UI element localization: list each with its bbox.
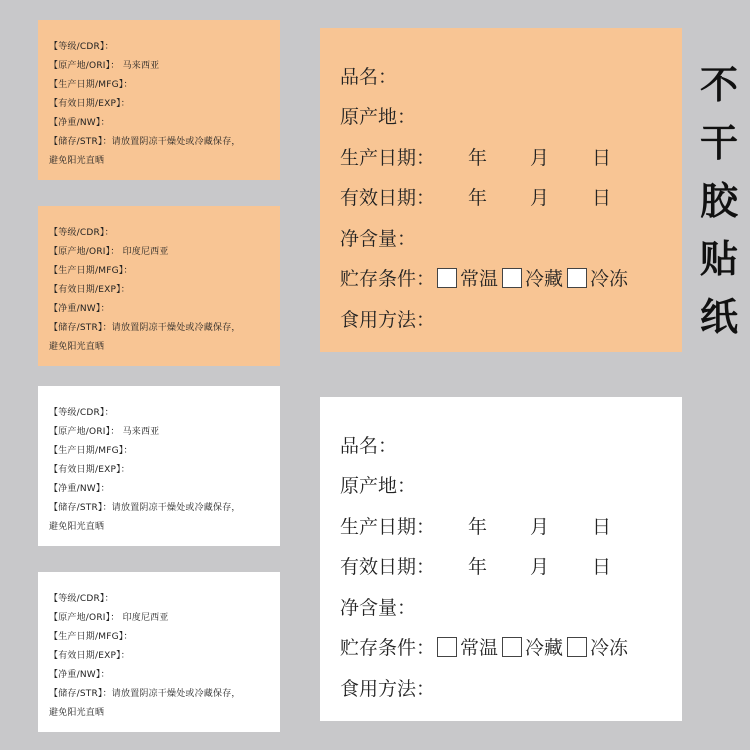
year-unit: 年 xyxy=(468,556,488,579)
freeze-checkbox[interactable] xyxy=(567,268,587,288)
label-line: 【有效日期/EXP】： xyxy=(49,99,131,109)
label-line: 【净重/NW】： xyxy=(49,484,110,494)
origin-label: 原产地： xyxy=(340,106,417,129)
label-line: 【原产地/ORI】： 马来西亚 xyxy=(49,61,160,71)
net-content-row xyxy=(340,217,682,258)
refrigerate-checkbox[interactable] xyxy=(502,268,522,288)
room-temp-option: 常温 xyxy=(460,637,499,660)
label-line: 避免阳光直晒 xyxy=(49,156,105,166)
year-unit: 年 xyxy=(468,515,488,538)
label-line: 【原产地/ORI】： 印度尼西亚 xyxy=(49,247,169,257)
origin-row xyxy=(340,96,682,137)
exp-date-label: 有效日期： xyxy=(340,187,436,210)
freeze-option: 冷冻 xyxy=(590,637,629,660)
net-content-label: 净含量： xyxy=(340,596,417,619)
day-unit: 日 xyxy=(592,146,612,169)
usage-row xyxy=(340,667,682,708)
small-label-orange-malaysia xyxy=(38,20,280,180)
year-unit: 年 xyxy=(468,146,488,169)
mfg-date-label: 生产日期： xyxy=(340,146,436,169)
mfg-date-label: 生产日期： xyxy=(340,515,436,538)
title-char: 胶 xyxy=(699,178,738,223)
room-temp-checkbox[interactable] xyxy=(437,268,457,288)
label-line: 【等级/CDR】： xyxy=(49,42,114,52)
day-unit: 日 xyxy=(592,556,612,579)
label-line: 【生产日期/MFG】： xyxy=(49,632,133,642)
label-line: 【储存/STR】：请放置阴凉干燥处或冷藏保存， xyxy=(49,503,241,513)
month-unit: 月 xyxy=(530,146,550,169)
label-line: 避免阳光直晒 xyxy=(49,522,105,532)
label-line: 【净重/NW】： xyxy=(49,118,110,128)
usage-label: 食用方法： xyxy=(340,677,436,700)
month-unit: 月 xyxy=(530,556,550,579)
month-unit: 月 xyxy=(530,187,550,210)
net-content-label: 净含量： xyxy=(340,227,417,250)
storage-label: 贮存条件： xyxy=(340,637,436,660)
storage-row xyxy=(340,258,682,299)
label-line: 【原产地/ORI】： 印度尼西亚 xyxy=(49,613,169,623)
refrigerate-option: 冷藏 xyxy=(525,637,564,660)
label-line: 【有效日期/EXP】： xyxy=(49,465,131,475)
label-line: 【净重/NW】： xyxy=(49,304,110,314)
refrigerate-option: 冷藏 xyxy=(525,268,564,291)
small-label-white-indonesia xyxy=(38,572,280,732)
exp-date-row xyxy=(340,546,682,587)
room-temp-checkbox[interactable] xyxy=(437,637,457,657)
label-line: 【生产日期/MFG】： xyxy=(49,80,133,90)
net-content-row xyxy=(340,586,682,627)
big-label-white xyxy=(320,397,682,721)
usage-label: 食用方法： xyxy=(340,308,436,331)
mfg-date-row xyxy=(340,505,682,546)
day-unit: 日 xyxy=(592,515,612,538)
freeze-checkbox[interactable] xyxy=(567,637,587,657)
small-label-orange-indonesia xyxy=(38,206,280,366)
product-name-row xyxy=(340,424,682,465)
month-unit: 月 xyxy=(530,515,550,538)
label-line: 避免阳光直晒 xyxy=(49,708,105,718)
side-title xyxy=(694,56,744,346)
exp-date-label: 有效日期： xyxy=(340,556,436,579)
freeze-option: 冷冻 xyxy=(590,268,629,291)
label-line: 【等级/CDR】： xyxy=(49,408,114,418)
product-name-label: 品名： xyxy=(340,434,398,457)
title-char: 不 xyxy=(699,62,738,107)
room-temp-option: 常温 xyxy=(460,268,499,291)
exp-date-row xyxy=(340,177,682,218)
big-label-orange xyxy=(320,28,682,352)
day-unit: 日 xyxy=(592,187,612,210)
origin-label: 原产地： xyxy=(340,475,417,498)
label-line: 【生产日期/MFG】： xyxy=(49,266,133,276)
origin-row xyxy=(340,465,682,506)
label-line: 【有效日期/EXP】： xyxy=(49,285,131,295)
label-line: 【原产地/ORI】： 马来西亚 xyxy=(49,427,160,437)
usage-row xyxy=(340,298,682,339)
label-line: 【净重/NW】： xyxy=(49,670,110,680)
mfg-date-row xyxy=(340,136,682,177)
label-line: 【等级/CDR】： xyxy=(49,228,114,238)
storage-label: 贮存条件： xyxy=(340,268,436,291)
title-char: 贴 xyxy=(699,236,738,281)
product-name-label: 品名： xyxy=(340,65,398,88)
year-unit: 年 xyxy=(468,187,488,210)
refrigerate-checkbox[interactable] xyxy=(502,637,522,657)
label-line: 【储存/STR】：请放置阴凉干燥处或冷藏保存， xyxy=(49,323,241,333)
title-char: 干 xyxy=(699,120,738,165)
small-label-white-malaysia xyxy=(38,386,280,546)
label-line: 【等级/CDR】： xyxy=(49,594,114,604)
label-line: 【有效日期/EXP】： xyxy=(49,651,131,661)
label-line: 避免阳光直晒 xyxy=(49,342,105,352)
storage-row xyxy=(340,627,682,668)
label-line: 【储存/STR】：请放置阴凉干燥处或冷藏保存， xyxy=(49,137,241,147)
label-line: 【储存/STR】：请放置阴凉干燥处或冷藏保存， xyxy=(49,689,241,699)
product-name-row xyxy=(340,55,682,96)
title-char: 纸 xyxy=(699,294,738,339)
label-line: 【生产日期/MFG】： xyxy=(49,446,133,456)
